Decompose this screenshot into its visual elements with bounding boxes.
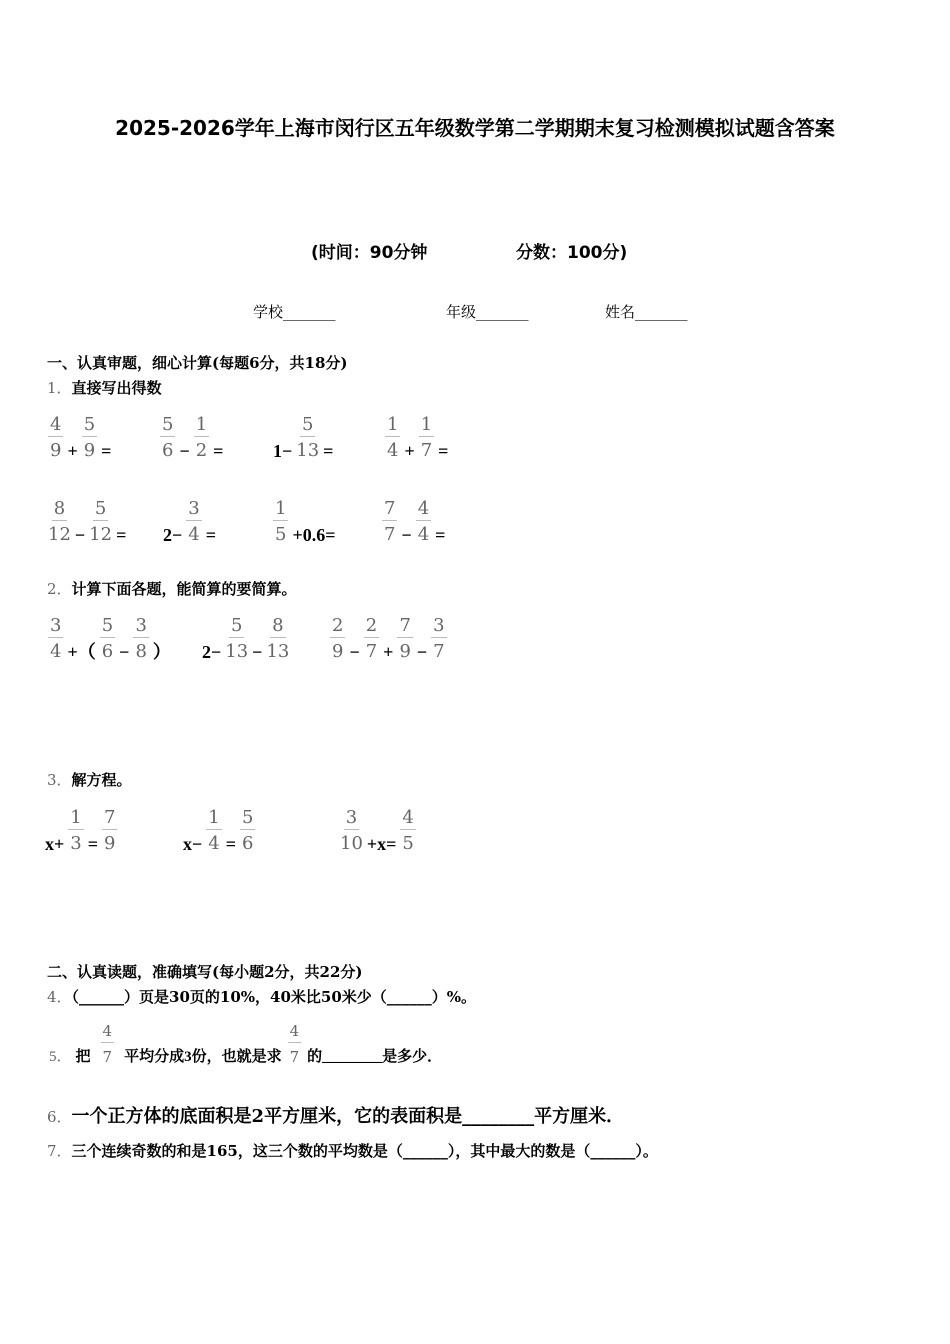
question-number: 1． <box>47 379 72 397</box>
page-title: 2025-2026学年上海市闵行区五年级数学第二学期期末复习检测模拟试题含答案 <box>115 116 835 140</box>
expression <box>271 496 337 546</box>
numerator: 7 <box>384 498 396 519</box>
denominator: 6 <box>101 641 114 662</box>
numerator: 8 <box>272 615 284 636</box>
question-7 <box>47 1140 658 1161</box>
operator: = <box>87 834 98 854</box>
denominator: 9 <box>399 641 411 662</box>
score-label: 分数：100分) <box>516 243 628 263</box>
denominator: 5 <box>402 833 414 854</box>
denominator: 2 <box>195 440 208 461</box>
numerator: 3 <box>345 807 358 828</box>
question-6 <box>47 1102 624 1128</box>
fraction <box>296 414 319 462</box>
fraction <box>160 414 175 462</box>
expression <box>380 496 447 546</box>
time-label: (时间：90分钟 <box>311 243 428 263</box>
fraction <box>101 1020 115 1068</box>
numerator: 4 <box>417 498 430 519</box>
numerator: 1 <box>208 807 220 828</box>
question-text: 一个正方体的底面积是2平方厘米，它的表面积是________平方厘米． <box>71 1106 625 1127</box>
denominator: 9 <box>83 440 96 461</box>
expression <box>328 613 449 663</box>
operator: +x= <box>366 834 397 854</box>
operator: ） <box>152 642 171 662</box>
operator: +0.6= <box>292 525 336 545</box>
fraction <box>416 498 431 546</box>
question-number: 5． <box>49 1049 72 1065</box>
fraction <box>419 414 434 462</box>
operator: − <box>416 642 428 662</box>
numerator: 1 <box>195 414 208 435</box>
fraction <box>364 615 379 663</box>
denominator: 12 <box>48 524 71 545</box>
denominator: 9 <box>103 833 116 854</box>
denominator: 4 <box>188 524 200 545</box>
fraction <box>48 615 63 663</box>
fraction <box>48 498 71 546</box>
operator: − <box>74 525 86 545</box>
fraction <box>382 498 397 546</box>
numerator: 5 <box>94 498 107 519</box>
denominator: 7 <box>102 1048 113 1066</box>
numerator: 1 <box>70 807 82 828</box>
fraction <box>206 807 221 855</box>
fraction <box>240 807 255 855</box>
question-text: 直接写出得数 <box>71 379 162 397</box>
expression <box>383 412 450 462</box>
numerator: 5 <box>230 615 243 636</box>
operator: − <box>119 642 130 662</box>
fraction <box>89 498 112 546</box>
numerator: 2 <box>332 615 344 636</box>
numerator: 1 <box>420 414 433 435</box>
operator: − <box>349 642 360 662</box>
denominator: 7 <box>365 641 378 662</box>
numerator: 8 <box>53 498 66 519</box>
operator: + <box>383 642 394 662</box>
question-text: 三个连续奇数的和是165，这三个数的平均数是（______），其中最大的数是（______）。 <box>71 1142 658 1160</box>
operator: = <box>205 525 216 545</box>
numerator: 3 <box>433 615 445 636</box>
denominator: 4 <box>387 440 399 461</box>
fraction <box>100 615 115 663</box>
operator: 2− <box>202 642 222 662</box>
fraction <box>133 615 148 663</box>
operator: = <box>116 525 127 545</box>
question-3 <box>47 769 132 790</box>
denominator: 8 <box>135 641 147 662</box>
expression <box>200 613 291 663</box>
expression <box>158 412 225 462</box>
denominator: 7 <box>433 641 445 662</box>
fraction <box>431 615 446 663</box>
fraction <box>330 615 345 663</box>
operator: 1− <box>273 441 293 461</box>
section-1-heading: 一、认真审题，细心计算(每题6分，共18分) <box>47 354 348 372</box>
numerator: 5 <box>162 414 174 435</box>
expression <box>181 805 257 855</box>
numerator: 2 <box>365 615 378 636</box>
numerator: 4 <box>101 1020 115 1043</box>
denominator: 4 <box>50 641 62 662</box>
numerator: 1 <box>275 498 287 519</box>
denominator: 7 <box>420 440 433 461</box>
expression <box>46 496 128 546</box>
fraction <box>288 1020 302 1068</box>
question-4 <box>47 986 476 1007</box>
operator: + <box>404 441 415 461</box>
operator: = <box>323 441 334 461</box>
question-text: （______）页是30页的10%，40米比50米少（______）%。 <box>71 988 477 1006</box>
fraction <box>397 615 412 663</box>
fraction <box>102 807 117 855</box>
fraction <box>186 498 201 546</box>
denominator: 6 <box>162 440 174 461</box>
numerator: 3 <box>188 498 200 519</box>
denominator: 7 <box>289 1048 300 1066</box>
operator: 2− <box>163 525 183 545</box>
numerator: 5 <box>301 414 314 435</box>
numerator: 4 <box>288 1020 302 1043</box>
numerator: 3 <box>50 615 62 636</box>
expression <box>271 412 335 462</box>
question-text: 平均分成3份，也就是求 <box>124 1049 282 1065</box>
numerator: 1 <box>387 414 399 435</box>
denominator: 13 <box>266 641 290 662</box>
expression <box>46 412 113 462</box>
question-5 <box>47 1018 444 1068</box>
operator: x+ <box>45 834 65 854</box>
school-field[interactable]: 学校_______ <box>253 303 336 321</box>
question-number: 6． <box>47 1108 72 1126</box>
denominator: 13 <box>296 440 320 461</box>
fraction <box>194 414 209 462</box>
numerator: 3 <box>135 615 147 636</box>
fraction <box>225 615 248 663</box>
denominator: 9 <box>50 440 62 461</box>
fraction <box>273 498 288 546</box>
operator: = <box>225 834 236 854</box>
fraction <box>266 615 289 663</box>
operator: x− <box>183 834 203 854</box>
question-text: 的________是多少． <box>307 1049 443 1065</box>
operator: = <box>438 441 449 461</box>
operator: + <box>67 441 78 461</box>
denominator: 4 <box>417 524 430 545</box>
denominator: 5 <box>275 524 287 545</box>
operator: − <box>252 642 263 662</box>
operator: = <box>101 441 112 461</box>
fraction <box>48 414 63 462</box>
question-1 <box>47 377 162 398</box>
expression <box>338 805 418 855</box>
question-text: 解方程。 <box>71 771 132 789</box>
denominator: 13 <box>225 641 249 662</box>
question-number: 7． <box>47 1142 72 1160</box>
operator: +（ <box>67 642 96 662</box>
fraction <box>340 807 363 855</box>
numerator: 4 <box>50 414 62 435</box>
operator: = <box>213 441 224 461</box>
question-number: 2． <box>47 580 72 598</box>
grade-field[interactable]: 年级_______ <box>446 303 529 321</box>
denominator: 3 <box>70 833 82 854</box>
question-number: 4． <box>47 988 72 1006</box>
fraction <box>400 807 415 855</box>
numerator: 5 <box>101 615 114 636</box>
question-text: 计算下面各题，能简算的要简算。 <box>71 580 297 598</box>
question-number: 3． <box>47 771 72 789</box>
fraction <box>82 414 97 462</box>
expression <box>46 613 173 663</box>
denominator: 10 <box>340 833 363 854</box>
denominator: 7 <box>384 524 396 545</box>
operator: − <box>401 525 412 545</box>
denominator: 12 <box>89 524 113 545</box>
expression <box>43 805 119 855</box>
question-text: 把 <box>75 1049 91 1065</box>
numerator: 4 <box>402 807 414 828</box>
operator: − <box>179 441 190 461</box>
question-2 <box>47 578 297 599</box>
name-field[interactable]: 姓名_______ <box>605 303 688 321</box>
numerator: 5 <box>83 414 96 435</box>
numerator: 5 <box>241 807 254 828</box>
denominator: 4 <box>208 833 220 854</box>
fraction <box>385 414 400 462</box>
numerator: 7 <box>103 807 116 828</box>
section-2-heading: 二、认真读题，准确填写(每小题2分，共22分) <box>47 963 363 981</box>
expression <box>161 496 218 546</box>
fraction <box>68 807 83 855</box>
denominator: 9 <box>332 641 344 662</box>
denominator: 6 <box>241 833 254 854</box>
operator: = <box>435 525 446 545</box>
numerator: 7 <box>399 615 411 636</box>
